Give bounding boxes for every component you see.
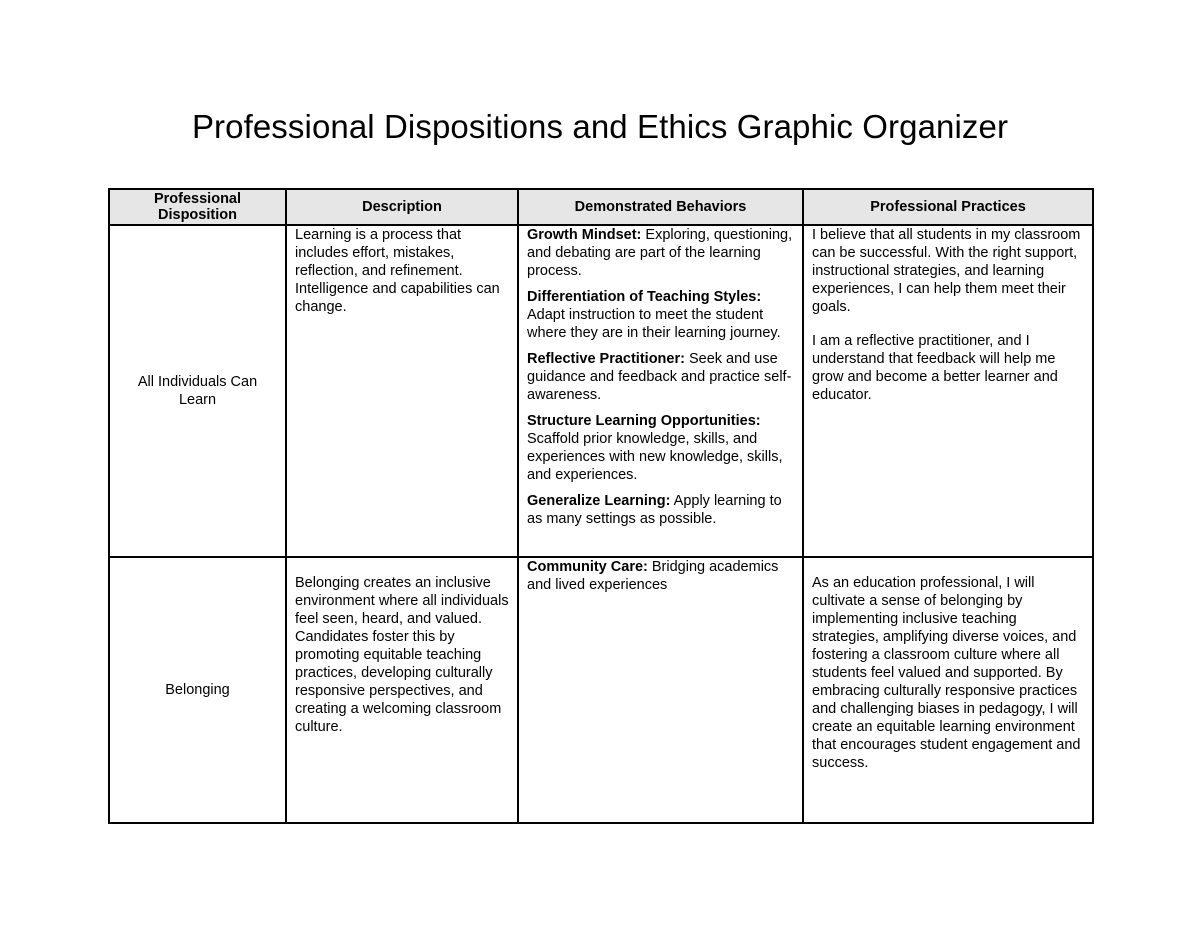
behavior-text: Scaffold prior knowledge, skills, and experiences with new knowledge, skills, and experiences. <box>527 431 783 483</box>
behavior-item <box>527 226 794 280</box>
disposition-cell <box>109 225 286 557</box>
practices-cell <box>803 225 1093 557</box>
header-disposition: Professional Disposition <box>109 189 286 225</box>
behavior-item <box>527 412 794 484</box>
behavior-text: Adapt instruction to meet the student where they are in their learning journey. <box>527 307 781 341</box>
practice-paragraph: As an education professional, I will cultivate a sense of belonging by implementing inclusive teaching strategies, amplifying diverse voices, and fostering a classroom culture where all students feel valued and supported. By embracing culturally responsive practices and challenging biases in pedagogy, I will create an equitable learning environment that encourages student engagement and success. <box>812 575 1081 771</box>
behavior-text: Exploring, questioning, and debating are part of the learning process. <box>527 227 793 279</box>
behavior-label: Reflective Practitioner: <box>527 351 685 367</box>
behavior-text: Apply learning to as many settings as possible. <box>527 493 782 527</box>
behavior-text: Bridging academics and lived experiences <box>527 559 779 593</box>
header-behaviors: Demonstrated Behaviors <box>518 189 803 225</box>
behaviors-cell <box>518 225 803 557</box>
description-text: Learning is a process that includes effort, mistakes, reflection, and refinement. Intelligence and capabilities can change. <box>295 227 500 315</box>
description-cell <box>286 557 518 823</box>
table-row <box>109 557 1093 823</box>
practices-cell <box>803 557 1093 823</box>
behavior-label: Differentiation of Teaching Styles: <box>527 289 762 305</box>
disposition-text: Belonging <box>165 682 230 698</box>
graphic-organizer-table <box>108 188 1094 824</box>
description-cell <box>286 225 518 557</box>
behavior-text: Seek and use guidance and feedback and practice self-awareness. <box>527 351 792 403</box>
header-practices: Professional Practices <box>803 189 1093 225</box>
description-text: Belonging creates an inclusive environment where all individuals feel seen, heard, and valued. Candidates foster this by promoting equitable teaching practices, developing culturally responsive perspectives, and creating a welcoming classroom culture. <box>295 575 509 735</box>
table-header-row <box>109 189 1093 225</box>
header-description: Description <box>286 189 518 225</box>
behavior-label: Growth Mindset: <box>527 227 642 243</box>
behavior-item <box>527 288 794 342</box>
practice-paragraph: I am a reflective practitioner, and I understand that feedback will help me grow and become a better learner and educator. <box>812 333 1058 403</box>
page-title: Professional Dispositions and Ethics Graphic Organizer <box>191 108 1009 145</box>
behavior-label: Community Care: <box>527 559 648 575</box>
behavior-label: Structure Learning Opportunities: <box>527 413 761 429</box>
behavior-item <box>527 492 794 528</box>
disposition-cell <box>109 557 286 823</box>
practice-paragraph: I believe that all students in my classroom can be successful. With the right support, instructional strategies, and learning experiences, I can help them meet their goals. <box>812 227 1081 315</box>
disposition-text: All Individuals Can Learn <box>137 374 258 408</box>
behavior-label: Generalize Learning: <box>527 493 671 509</box>
behavior-item <box>527 558 794 594</box>
behaviors-cell <box>518 557 803 823</box>
table-row <box>109 225 1093 557</box>
behavior-item <box>527 350 794 404</box>
